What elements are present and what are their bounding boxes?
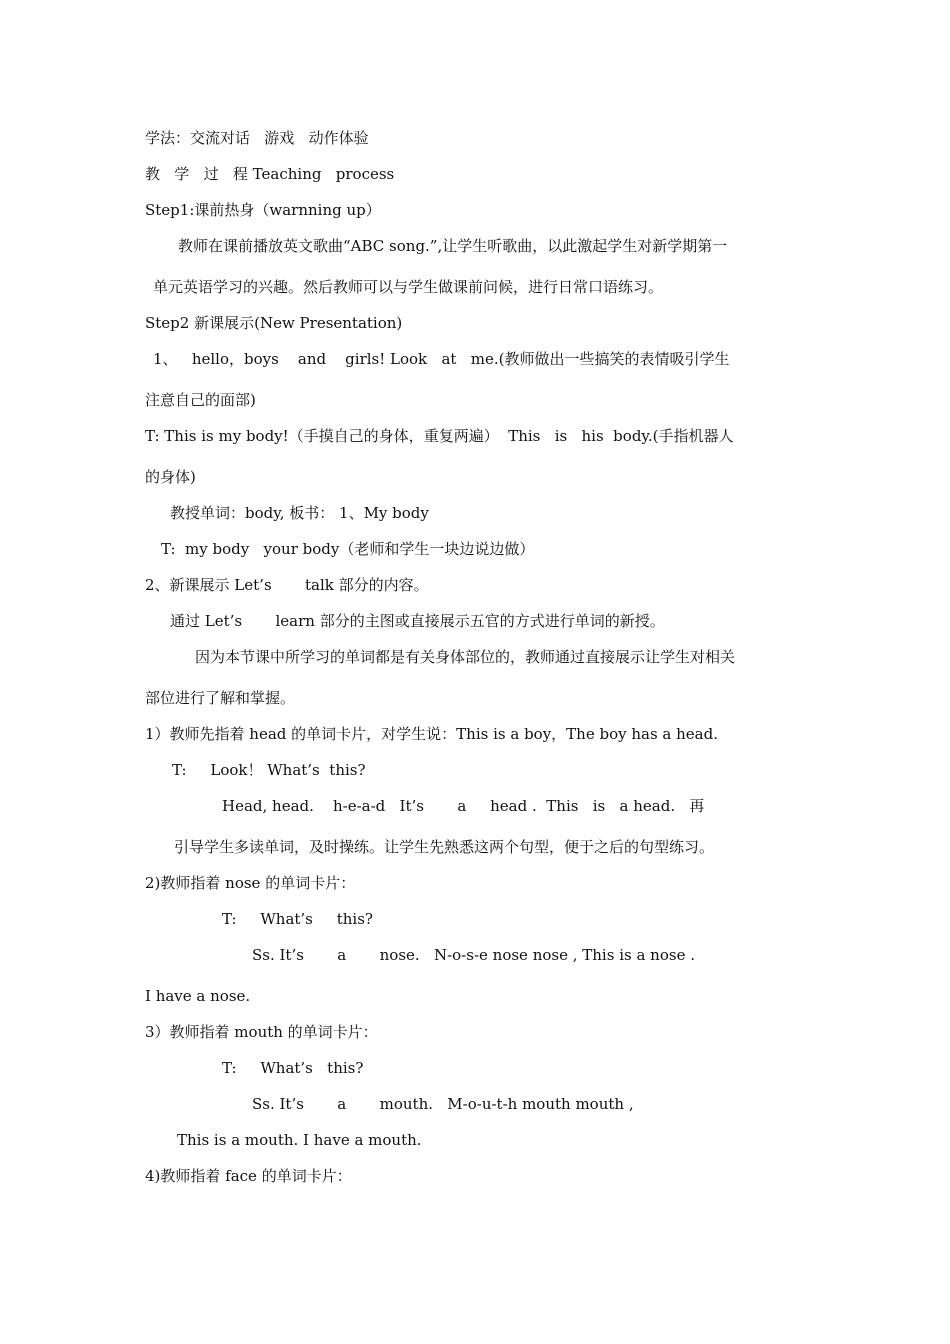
mouth-dialogue-ss-line: Ss. It’s a mouth. M-o-u-t-h mouth mouth , — [252, 1095, 634, 1113]
mouth-have-line: This is a mouth. I have a mouth. — [177, 1131, 422, 1149]
study-methods-line: 学法：交流对话 游戏 动作体验 — [145, 129, 369, 147]
teacher-body-line-1: T: This is my body!（手摸自己的身体，重复两遍） This is his body.(手指机器人 — [145, 427, 734, 445]
step1-paragraph-line-2: 单元英语学习的兴趣。然后教师可以与学生做课前问候，进行日常口语练习。 — [153, 278, 664, 296]
nose-card-line: 2)教师指着 nose 的单词卡片： — [145, 874, 356, 892]
item-1-line-1: 1、 hello，boys and girls! Look at me.(教师做出一些搞笑的表情吸引学生 — [153, 350, 730, 368]
step2-heading: Step2 新课展示(New Presentation) — [145, 314, 403, 332]
step1-heading: Step1:课前热身（warnning up） — [145, 201, 381, 219]
head-card-line: 1）教师先指着 head 的单词卡片，对学生说：This is a boy，The boy has a head. — [145, 725, 718, 743]
item-2-lets-talk-line: 2、新课展示 Let’s talk 部分的内容。 — [145, 576, 429, 594]
nose-dialogue-t-line: T: What’s this? — [222, 910, 373, 928]
teacher-body-line-2: 的身体) — [145, 468, 196, 486]
head-dialogue-t-line: T: Look！ What’s this? — [172, 761, 366, 779]
my-body-your-body-line: T: my body your body（老师和学生一块边说边做） — [161, 540, 535, 558]
lets-learn-line: 通过 Let’s learn 部分的主图或直接展示五官的方式进行单词的新授。 — [170, 612, 665, 630]
item-1-line-2: 注意自己的面部) — [145, 391, 256, 409]
face-card-line: 4)教师指着 face 的单词卡片： — [145, 1167, 352, 1185]
body-parts-paragraph-line-1: 因为本节课中所学习的单词都是有关身体部位的，教师通过直接展示让学生对相关 — [195, 648, 736, 666]
mouth-dialogue-t-line: T: What’s this? — [222, 1059, 364, 1077]
step1-paragraph-line-1: 教师在课前播放英文歌曲“ABC song.”,让学生听歌曲，以此激起学生对新学期第一 — [178, 237, 728, 255]
head-drill-line-2: 引导学生多读单词，及时操练。让学生先熟悉这两个句型，便于之后的句型练习。 — [174, 838, 715, 856]
teach-word-body-line: 教授单词：body, 板书： 1、My body — [170, 504, 429, 522]
head-drill-line-1: Head, head. h-e-a-d It’s a head . This is a head. 再 — [222, 797, 705, 815]
teaching-process-heading: 教 学 过 程 Teaching process — [145, 165, 395, 183]
body-parts-paragraph-line-2: 部位进行了解和掌握。 — [145, 689, 296, 707]
nose-dialogue-ss-line: Ss. It’s a nose. N-o-s-e nose nose , This is a nose . — [252, 946, 695, 964]
mouth-card-line: 3）教师指着 mouth 的单词卡片： — [145, 1023, 378, 1041]
nose-have-line: I have a nose. — [145, 987, 251, 1005]
